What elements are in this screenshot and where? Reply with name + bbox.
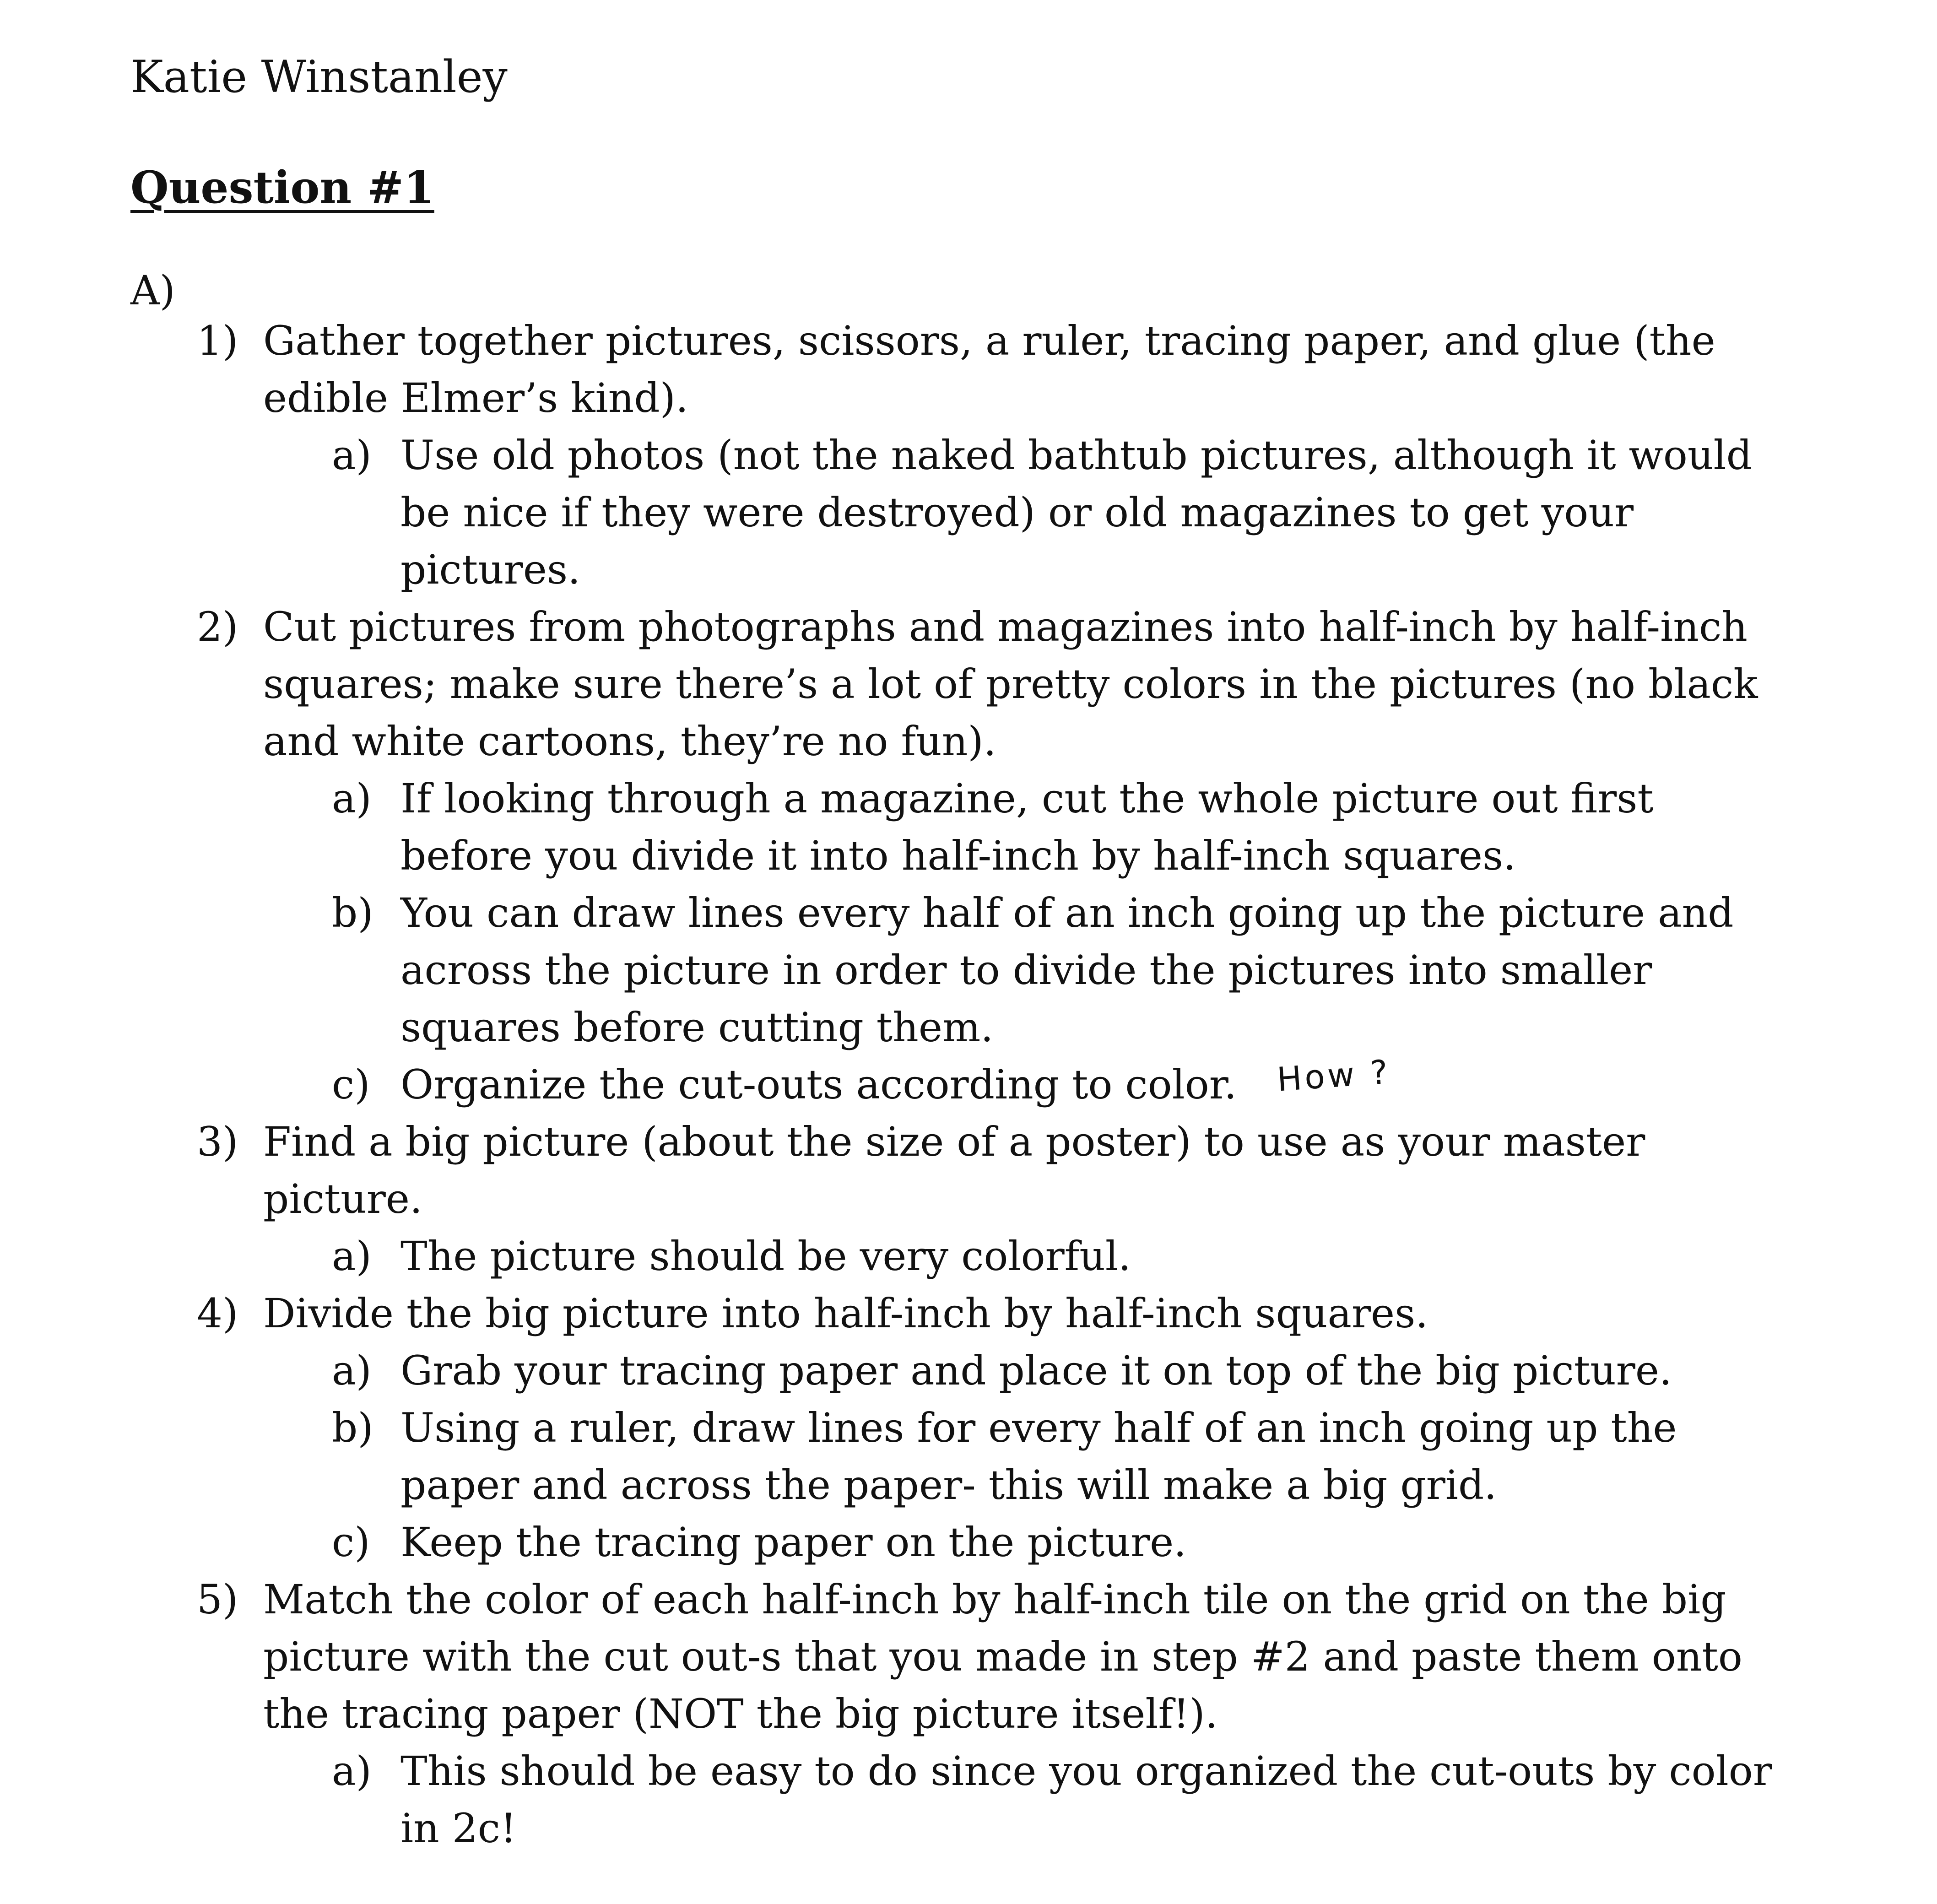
substep-letter: a) <box>332 775 372 822</box>
author-name: Katie Winstanley <box>130 51 508 103</box>
substep-letter: b) <box>332 889 373 936</box>
substep-text-line: Organize the cut-outs according to color. <box>400 1061 1237 1108</box>
substep-text-line: paper and across the paper- this will make a big grid. <box>400 1461 1497 1509</box>
step-text-line: the tracing paper (NOT the big picture itself!). <box>263 1690 1218 1737</box>
part-label: A) <box>130 267 175 314</box>
step-text-line: edible Elmer’s kind). <box>263 374 688 422</box>
step-text-line: Divide the big picture into half-inch by half-inch squares. <box>263 1290 1428 1337</box>
substep-text-line: Use old photos (not the naked bathtub pictures, although it would <box>400 432 1752 479</box>
substep-text-line: The picture should be very colorful. <box>400 1233 1131 1280</box>
step-text-line: Gather together pictures, scissors, a ruler, tracing paper, and glue (the <box>263 317 1715 364</box>
substep-text-line: Grab your tracing paper and place it on top of the big picture. <box>400 1347 1672 1394</box>
substep-letter: b) <box>332 1404 373 1451</box>
step-text-line: Match the color of each half-inch by half-inch tile on the grid on the big <box>263 1576 1726 1623</box>
substep-text-line: Keep the tracing paper on the picture. <box>400 1519 1187 1566</box>
step-number: 4) <box>197 1290 238 1337</box>
substep-text-line: squares before cutting them. <box>400 1004 994 1051</box>
substep-text-line: be nice if they were destroyed) or old magazines to get your <box>400 489 1634 536</box>
step-text-line: Cut pictures from photographs and magazines into half-inch by half-inch <box>263 603 1748 650</box>
step-text-line: picture with the cut out-s that you made in step #2 and paste them onto <box>263 1633 1742 1680</box>
substep-text-line: before you divide it into half-inch by half-inch squares. <box>400 832 1516 879</box>
handwritten-note: How ? <box>1276 1052 1392 1099</box>
step-number: 1) <box>197 317 238 364</box>
substep-text-line: This should be easy to do since you organized the cut-outs by color <box>400 1747 1772 1795</box>
question-heading: Question #1 <box>130 162 434 213</box>
step-text-line: Find a big picture (about the size of a poster) to use as your master <box>263 1118 1645 1165</box>
substep-letter: a) <box>332 432 372 479</box>
substep-text-line: pictures. <box>400 546 581 593</box>
substep-letter: a) <box>332 1747 372 1795</box>
substep-text-line: Using a ruler, draw lines for every half of an inch going up the <box>400 1404 1677 1451</box>
substep-letter: a) <box>332 1347 372 1394</box>
substep-letter: c) <box>332 1061 370 1108</box>
step-number: 5) <box>197 1576 238 1623</box>
step-number: 2) <box>197 603 238 650</box>
substep-letter: a) <box>332 1233 372 1280</box>
substep-text-line: If looking through a magazine, cut the whole picture out first <box>400 775 1654 822</box>
step-number: 3) <box>197 1118 238 1165</box>
substep-letter: c) <box>332 1519 370 1566</box>
step-text-line: squares; make sure there’s a lot of pretty colors in the pictures (no black <box>263 660 1758 708</box>
substep-text-line: across the picture in order to divide the pictures into smaller <box>400 947 1652 994</box>
substep-text-line: You can draw lines every half of an inch going up the picture and <box>400 889 1734 936</box>
substep-text-line: in 2c! <box>400 1805 517 1852</box>
step-text-line: picture. <box>263 1175 422 1222</box>
step-text-line: and white cartoons, they’re no fun). <box>263 718 996 765</box>
